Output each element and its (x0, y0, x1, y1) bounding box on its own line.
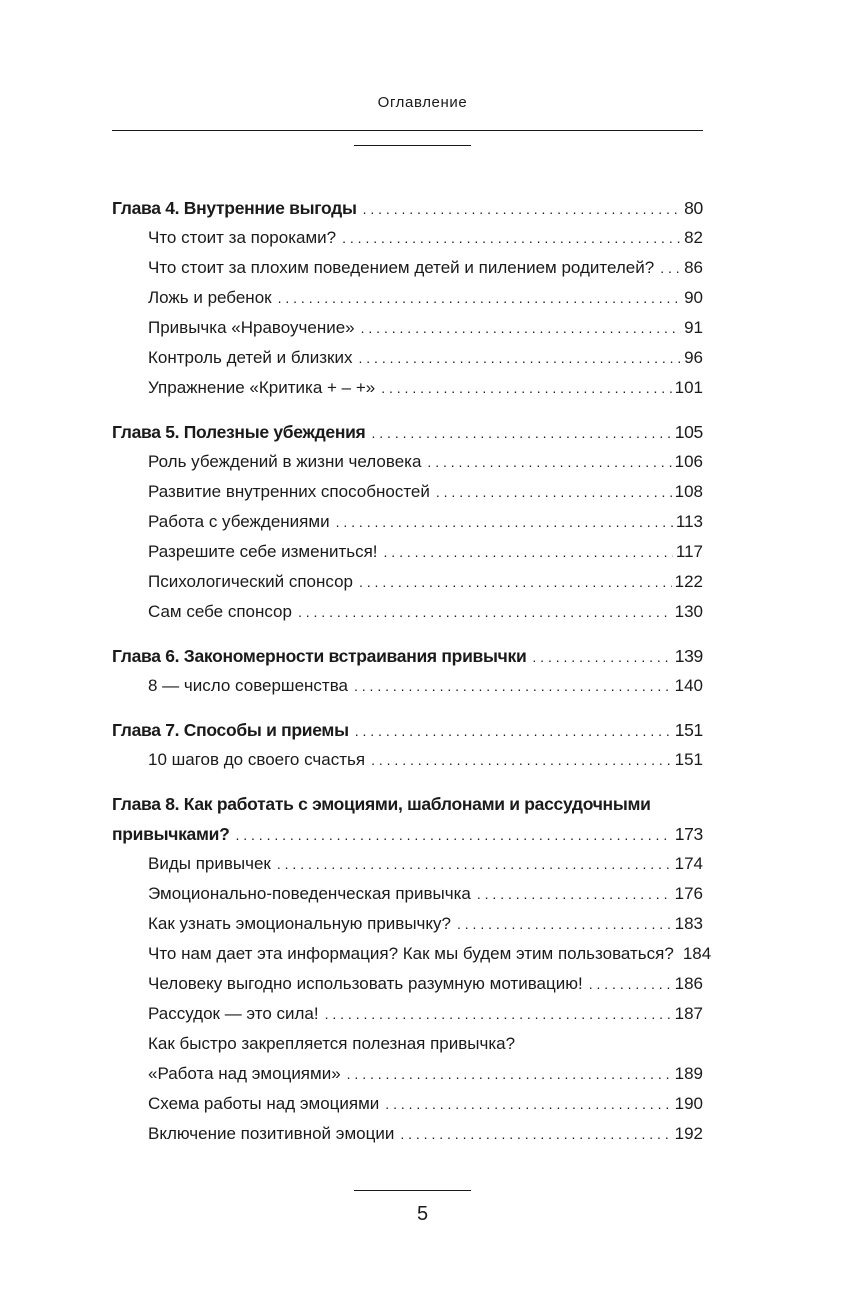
toc-entry[interactable] (112, 879, 703, 909)
dot-leader (385, 1089, 671, 1119)
toc-entry-title: Человеку выгодно использовать разумную мотивацию! (148, 974, 583, 993)
toc-entry[interactable] (112, 1059, 703, 1089)
toc-entry-title: Что нам дает эта информация? Как мы будем этим пользоваться? (148, 944, 674, 963)
dot-leader (358, 343, 681, 373)
toc-entry-title: Контроль детей и близких (148, 348, 353, 367)
toc-entry[interactable] (112, 477, 703, 507)
toc-chapter-title: привычками? (112, 824, 230, 844)
toc-entry-title: «Работа над эмоциями» (148, 1064, 341, 1083)
toc-entry[interactable] (112, 373, 703, 403)
footer-short-rule (354, 1190, 471, 1191)
dot-leader (400, 1119, 671, 1149)
toc-page-number: 151 (674, 720, 703, 740)
spacer (112, 403, 703, 417)
toc-page-number: 90 (684, 288, 703, 307)
toc-entry[interactable] (112, 745, 703, 775)
toc-chapter-8[interactable] (112, 819, 703, 849)
toc-page-number: 189 (674, 1064, 703, 1083)
toc-page-number: 192 (674, 1124, 703, 1143)
toc-entry-title: Разрешите себе измениться! (148, 542, 378, 561)
dot-leader (298, 597, 672, 627)
dot-leader (342, 223, 681, 253)
toc-entry[interactable] (112, 1089, 703, 1119)
page-number: 5 (416, 1203, 429, 1225)
toc-entry[interactable] (112, 537, 703, 567)
dot-leader (477, 879, 672, 909)
toc-entry-title: Психологический спонсор (148, 572, 353, 591)
toc-entry-title: Привычка «Нравоучение» (148, 318, 355, 337)
table-of-contents (112, 193, 712, 1149)
dot-leader (277, 849, 672, 879)
toc-page-number: 117 (675, 542, 703, 561)
dot-leader (532, 642, 671, 672)
toc-page-number: 122 (674, 572, 703, 591)
toc-entry-title: Упражнение «Критика + – +» (148, 378, 376, 397)
toc-entry[interactable] (112, 313, 703, 343)
toc-page-number: 174 (674, 854, 703, 873)
toc-page-number: 186 (674, 974, 703, 993)
toc-page-number: 86 (684, 258, 703, 277)
header-rule (112, 130, 703, 131)
dot-leader (363, 194, 682, 224)
toc-entry[interactable] (112, 671, 703, 701)
dot-leader (381, 373, 671, 403)
dot-leader (384, 537, 673, 567)
dot-leader (427, 447, 671, 477)
dot-leader (436, 477, 672, 507)
toc-page-number: 190 (674, 1094, 703, 1113)
toc-chapter-7[interactable] (112, 715, 703, 745)
dot-leader (371, 418, 671, 448)
toc-entry-title: Виды привычек (148, 854, 271, 873)
dot-leader (359, 567, 672, 597)
toc-entry[interactable] (112, 343, 703, 373)
toc-page-number: 183 (674, 914, 703, 933)
toc-entry-title: Ложь и ребенок (148, 288, 272, 307)
dot-leader (371, 745, 672, 775)
toc-chapter-title: Глава 7. Способы и приемы (112, 720, 349, 740)
dot-leader (589, 969, 672, 999)
toc-entry[interactable] (112, 253, 703, 283)
toc-page-number: 80 (684, 198, 703, 218)
dot-leader (325, 999, 672, 1029)
toc-entry-title: Работа с убеждениями (148, 512, 330, 531)
toc-entry-title: Рассудок — это сила! (148, 1004, 319, 1023)
toc-entry-title: Сам себе спонсор (148, 602, 292, 621)
dot-leader (361, 313, 681, 343)
toc-page-number: 108 (674, 482, 703, 501)
toc-page-number: 139 (674, 646, 703, 666)
toc-chapter-6[interactable] (112, 641, 703, 671)
dot-leader (354, 671, 672, 701)
toc-page-number: 176 (674, 884, 703, 903)
toc-entry-title: Развитие внутренних способностей (148, 482, 430, 501)
toc-page-number: 187 (674, 1004, 703, 1023)
toc-page-number: 96 (684, 348, 703, 367)
running-head: Оглавление (377, 94, 468, 111)
toc-page-number: 140 (674, 676, 703, 695)
dot-leader (347, 1059, 672, 1089)
toc-page-number: 184 (682, 944, 712, 963)
toc-page-number: 151 (674, 750, 703, 769)
dot-leader (355, 716, 672, 746)
toc-entry-title: Эмоционально-поведенческая привычка (148, 884, 471, 903)
toc-entry[interactable] (112, 969, 703, 999)
spacer (112, 701, 703, 715)
toc-entry-title: Как узнать эмоциональную привычку? (148, 914, 451, 933)
dot-leader (278, 283, 681, 313)
toc-entry[interactable] (112, 223, 703, 253)
header-short-rule (354, 145, 471, 146)
toc-entry[interactable] (112, 849, 703, 879)
toc-page-number: 82 (684, 228, 703, 247)
toc-entry-title: 10 шагов до своего счастья (148, 750, 366, 769)
toc-page-number: 106 (674, 452, 703, 471)
toc-page-number: 101 (674, 378, 703, 397)
toc-entry-title: 8 — число совершенства (148, 676, 348, 695)
toc-page-number: 113 (675, 512, 703, 531)
dot-leader (336, 507, 673, 537)
toc-entry[interactable] (112, 1119, 703, 1149)
toc-chapter-title: Глава 4. Внутренние выгоды (112, 198, 357, 218)
toc-entry-title: Роль убеждений в жизни человека (148, 452, 422, 471)
toc-entry[interactable] (112, 567, 703, 597)
dot-leader (660, 253, 681, 283)
toc-page-number: 130 (674, 602, 703, 621)
toc-entry[interactable] (112, 447, 703, 477)
toc-entry-title: Включение позитивной эмоции (148, 1124, 395, 1143)
toc-page-number: 91 (684, 318, 703, 337)
toc-entry-title-line1[interactable]: Как быстро закрепляется полезная привычка? (148, 1034, 516, 1053)
toc-entry[interactable] (112, 283, 703, 313)
toc-entry[interactable] (112, 999, 703, 1029)
toc-chapter-title: Глава 6. Закономерности встраивания привычки (112, 646, 527, 666)
toc-entry[interactable] (112, 507, 703, 537)
toc-chapter-title: Глава 5. Полезные убеждения (112, 422, 366, 442)
toc-entry[interactable] (112, 909, 703, 939)
toc-page-number: 105 (674, 422, 703, 442)
spacer (112, 775, 703, 789)
toc-entry[interactable] (112, 939, 712, 969)
toc-entry-title: Что стоит за плохим поведением детей и пилением родителей? (148, 258, 655, 277)
toc-entry-title: Схема работы над эмоциями (148, 1094, 380, 1113)
toc-chapter-5[interactable] (112, 417, 703, 447)
toc-entry[interactable] (112, 597, 703, 627)
toc-page-number: 173 (674, 824, 703, 844)
dot-leader (457, 909, 672, 939)
toc-chapter-8-title-line1[interactable]: Глава 8. Как работать с эмоциями, шаблонами и рассудочными (112, 794, 651, 814)
spacer (112, 627, 703, 641)
toc-entry-title: Что стоит за пороками? (148, 228, 337, 247)
dot-leader (235, 820, 671, 850)
toc-chapter-4[interactable] (112, 193, 703, 223)
